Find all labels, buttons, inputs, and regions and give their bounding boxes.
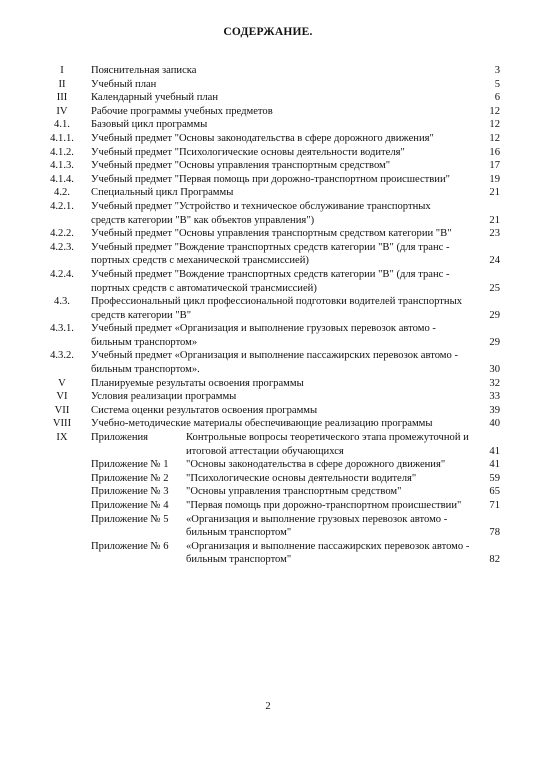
entry-title: средств категории "В" — [91, 309, 192, 321]
entry-title: Контрольные вопросы теоретического этапа промежуточной и — [186, 432, 469, 444]
entry-title: Учебный предмет «Организация и выполнение пассажирских перевозок автомо - — [91, 350, 458, 362]
entry-number: 4.2.1. — [50, 200, 74, 212]
entry-number: VI — [56, 391, 68, 403]
toc-entry[interactable] — [0, 349, 536, 376]
entry-title: Условия реализации программы — [91, 391, 237, 403]
toc-entry[interactable] — [0, 540, 536, 567]
entry-title: бильным транспортом" — [186, 527, 292, 539]
entry-page: 24 — [489, 255, 500, 267]
entry-page: 6 — [494, 92, 500, 104]
entry-page: 65 — [489, 486, 500, 498]
toc-entry[interactable] — [0, 118, 536, 132]
entry-number: III — [56, 92, 68, 104]
entry-page: 32 — [489, 377, 500, 389]
entry-page: 19 — [489, 173, 500, 185]
entry-page: 33 — [489, 391, 500, 403]
entry-number: 4.1.2. — [50, 146, 74, 158]
toc-entry[interactable] — [0, 159, 536, 173]
page-title: СОДЕРЖАНИЕ. — [223, 26, 313, 38]
entry-title: Учебно-методические материалы обеспечивающие реализацию программы — [91, 418, 433, 430]
entry-page: 12 — [489, 132, 500, 144]
entry-title: бильным транспортом» — [91, 336, 198, 348]
entry-title: Базовый цикл программы — [91, 119, 208, 131]
entry-title: "Психологические основы деятельности водителя" — [186, 472, 417, 484]
entry-title: Учебный предмет "Основы управления транспортным средством категории "В" — [91, 228, 452, 240]
entry-title: Специальный цикл Программы — [91, 187, 234, 199]
toc-entry[interactable] — [0, 241, 536, 268]
entry-title: бильным транспортом». — [91, 364, 200, 376]
entry-title: «Организация и выполнение пассажирских перевозок автомо - — [186, 540, 470, 552]
entry-title: "Первая помощь при дорожно-транспортном происшествии" — [186, 500, 462, 511]
toc-entry[interactable] — [0, 295, 536, 322]
appendix-label: Приложение № 4 — [91, 500, 169, 511]
entry-number: 4.2.2. — [50, 228, 74, 240]
entry-title: "Основы управления транспортным средством" — [186, 486, 402, 498]
entry-page: 23 — [489, 228, 500, 240]
entry-title: Учебный предмет "Вождение транспортных средств категории "В" (для транс - — [91, 241, 450, 253]
entry-title: Учебный план — [91, 78, 157, 90]
table-of-contents — [0, 64, 536, 567]
toc-entry[interactable] — [0, 458, 536, 472]
entry-title: бильным транспортом" — [186, 554, 292, 566]
entry-title: итоговой аттестации обучающихся — [186, 445, 344, 457]
toc-entry[interactable] — [0, 390, 536, 404]
toc-entry[interactable] — [0, 227, 536, 241]
entry-number: 4.1.3. — [50, 160, 74, 172]
appendix-label: Приложение № 6 — [91, 540, 169, 552]
toc-entry[interactable] — [0, 132, 536, 146]
entry-number: 4.3.2. — [50, 350, 74, 362]
toc-entry[interactable] — [0, 186, 536, 200]
toc-entry[interactable] — [0, 417, 536, 431]
toc-entry[interactable] — [0, 200, 536, 227]
entry-title: "Основы законодательства в сфере дорожного движения" — [186, 459, 446, 471]
entry-page: 16 — [489, 146, 500, 158]
entry-number: IV — [56, 105, 68, 117]
entry-page: 12 — [489, 119, 500, 131]
entry-page: 17 — [489, 160, 500, 172]
appendix-label: Приложение № 1 — [91, 459, 169, 471]
appendix-label: Приложение № 3 — [91, 486, 169, 498]
entry-page: 71 — [489, 500, 500, 511]
entry-page: 12 — [489, 105, 500, 117]
entry-number: VIII — [52, 418, 72, 430]
toc-entry[interactable] — [0, 91, 536, 105]
appendix-label: Приложение № 5 — [91, 513, 169, 525]
entry-page: 3 — [494, 65, 500, 76]
entry-page: 29 — [489, 309, 500, 321]
entry-page: 78 — [489, 527, 500, 539]
entry-page: 59 — [489, 472, 500, 484]
entry-page: 29 — [489, 336, 500, 348]
entry-title: Учебный предмет "Основы управления транспортным средством" — [91, 160, 391, 172]
entry-page: 30 — [489, 364, 500, 376]
entry-title: Календарный учебный план — [91, 92, 219, 104]
entry-page: 40 — [489, 418, 500, 430]
entry-title: Учебный предмет "Вождение транспортных средств категории "В" (для транс - — [91, 268, 450, 280]
entry-number: VII — [54, 404, 70, 416]
entry-title: Планируемые результаты освоения программы — [91, 377, 304, 389]
entry-page: 41 — [489, 459, 500, 471]
entry-title: Профессиональный цикл профессиональной подготовки водителей транспортных — [91, 296, 463, 308]
entry-number: II — [58, 78, 66, 90]
entry-page: 5 — [494, 78, 500, 90]
entry-page: 41 — [489, 445, 500, 457]
appendix-label: Приложения — [91, 432, 149, 444]
toc-entry[interactable] — [0, 105, 536, 119]
toc-entry[interactable] — [0, 404, 536, 418]
toc-entry[interactable] — [0, 485, 536, 499]
entry-number: 4.1. — [54, 119, 70, 131]
entry-title: портных средств с механической трансмиссией) — [91, 255, 309, 267]
entry-title: Учебный предмет "Психологические основы деятельности водителя" — [91, 146, 405, 158]
page-number: 2 — [265, 701, 271, 712]
entry-number: 4.1.4. — [50, 173, 74, 185]
entry-title: средств категории "В" как объектов управления") — [91, 214, 315, 226]
entry-number: 4.3. — [54, 296, 70, 308]
toc-entry[interactable] — [0, 431, 536, 458]
entry-number: 4.2. — [54, 187, 70, 199]
entry-title: Пояснительная записка — [91, 65, 197, 76]
entry-title: Рабочие программы учебных предметов — [91, 105, 273, 117]
toc-entry[interactable] — [0, 78, 536, 92]
toc-entry[interactable] — [0, 322, 536, 349]
toc-entry[interactable] — [0, 377, 536, 391]
toc-entry[interactable] — [0, 499, 536, 513]
entry-number: 4.1.1. — [50, 132, 74, 144]
entry-page: 21 — [489, 187, 500, 199]
toc-entry[interactable] — [0, 173, 536, 187]
entry-page: 39 — [489, 404, 500, 416]
toc-entry[interactable] — [0, 513, 536, 540]
toc-entry[interactable] — [0, 268, 536, 295]
entry-page: 82 — [489, 554, 500, 566]
entry-number: IX — [56, 432, 68, 444]
entry-title: Учебный предмет "Основы законодательства в сфере дорожного движения" — [91, 132, 434, 144]
entry-number: V — [58, 377, 66, 389]
entry-title: Учебный предмет "Первая помощь при дорожно-транспортном происшествии" — [91, 173, 450, 185]
entry-page: 21 — [489, 214, 500, 226]
entry-title: Учебный предмет "Устройство и техническое обслуживание транспортных — [91, 200, 431, 212]
entry-number: 4.2.3. — [50, 241, 74, 253]
appendix-label: Приложение № 2 — [91, 472, 169, 484]
entry-number: 4.2.4. — [50, 268, 74, 280]
entry-title: «Организация и выполнение грузовых перевозок автомо - — [186, 513, 448, 525]
toc-entry[interactable] — [0, 146, 536, 160]
entry-title: Система оценки результатов освоения программы — [91, 404, 318, 416]
entry-page: 25 — [489, 282, 500, 294]
toc-entry[interactable] — [0, 472, 536, 486]
entry-number: I — [60, 65, 64, 76]
entry-number: 4.3.1. — [50, 323, 74, 335]
entry-title: портных средств с автоматической трансмиссией) — [91, 282, 317, 294]
entry-title: Учебный предмет «Организация и выполнение грузовых перевозок автомо - — [91, 323, 436, 335]
toc-entry[interactable] — [0, 64, 536, 78]
